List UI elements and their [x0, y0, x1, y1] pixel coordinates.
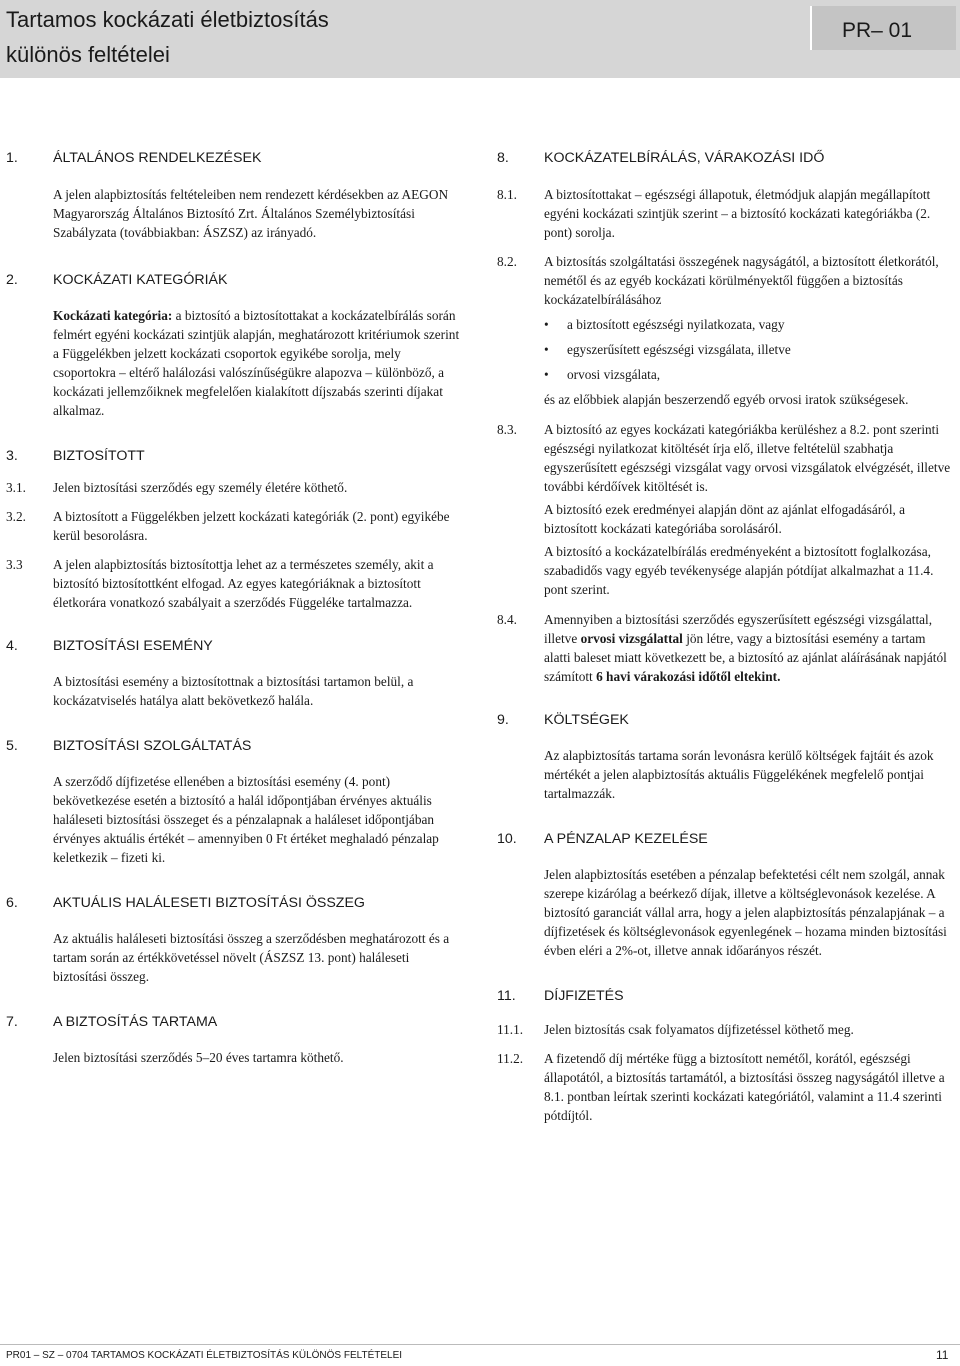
section-text: A szerződő díjfizetése ellenében a biztosítási esemény (4. pont) bekövetkezése esetén a biztosító a halál időpontjában érvényes aktuális haláleseti biztosítási összeget és a pénzalapnak a haláleset időpontjában érvényes aktuális értékét – amennyiben 0 Ft értéket meghaladó pénzalap keletkezik – fizeti ki.: [53, 774, 439, 865]
page-number: 11: [936, 1348, 949, 1362]
term-bold: Kockázati kategória:: [53, 308, 173, 323]
section-heading: 3. BIZTOSÍTOTT: [6, 448, 145, 464]
clause-8-2: 8.2. A biztosítás szolgáltatási összegének nagyságától, a biztosított életkorától, nemétől és az egyéb kockázati körülményektől függően a biztosítás kockázatelbírálásához • a biztosított egészségi nyilatkozata, vagy • egyszerűsített egészségi vizsgálata, illetve • orvosi vizsgálata, és az előbbiek alapján beszerzendő egyéb orvosi iratok szükségesek.: [497, 252, 952, 409]
clause-11-1: 11.1. Jelen biztosítás csak folyamatos díjfizetéssel köthető meg.: [497, 1022, 854, 1037]
section-heading: 4. BIZTOSÍTÁSI ESEMÉNY: [6, 638, 213, 654]
section-text: Kockázati kategória: a biztosító a biztosítottakat a kockázatelbírálás során felmért egyéni kockázati szintjük alapján, meghatározott kritériumok szerint a Függelékben jelzett kockázati csoportok egyikébe sorolja, mely csoportokra – eltérő halálozási valószínűségükre alapozva – különböző, a kockázati jellemzőiknek megfelelően kialakított díjszabás szerinti díjakat alkalmaz.: [53, 308, 460, 418]
section-text: Az alapbiztosítás tartama során levonásra kerülő költségek fajtáit és azok mértékét a jelen alapbiztosítás aktuális Függelékének megfelelő pontjai tartalmazzák.: [544, 748, 934, 801]
section-heading: 9. KÖLTSÉGEK: [497, 712, 629, 728]
section-1: [6, 146, 462, 242]
section-heading: 5. BIZTOSÍTÁSI SZOLGÁLTATÁS: [6, 738, 252, 754]
section-7: [6, 1010, 462, 1067]
clause-8-4: 8.4. Amennyiben a biztosítási szerződés egyszerűsített egészségi vizsgálattal, illetve orvosi vizsgálattal jön létre, vagy a biztosítási esemény a tartam alatti baleset miatt következett be, a biztosító az ajánlat aláírásának napjától számított 6 havi várakozási időtől eltekint.: [497, 612, 947, 684]
section-heading: 6. AKTUÁLIS HALÁLESETI BIZTOSÍTÁSI ÖSSZEG: [6, 895, 365, 911]
left-column: [6, 146, 462, 1067]
section-4: [6, 634, 462, 710]
section-heading: 7. A BIZTOSÍTÁS TARTAMA: [6, 1014, 218, 1030]
product-code: PR– 01: [842, 19, 913, 42]
section-8: [497, 146, 952, 686]
footer-text: PR01 – SZ – 0704 TARTAMOS KOCKÁZATI ÉLETBIZTOSÍTÁS KÜLÖNÖS FELTÉTELEI: [6, 1350, 403, 1361]
section-heading: 8. KOCKÁZATELBÍRÁLÁS, VÁRAKOZÁSI IDŐ: [497, 150, 825, 166]
document-title: [6, 2, 806, 72]
clause-11-2: 11.2. A fizetendő díj mértéke függ a biztosított nemétől, korától, egészségi állapotától, a biztosítás tartamától, a biztosítási összeg nagyságától illetve a 8.1. pontban leírtak szerinti kockázati kategóriától, valamint a 11.4 szerinti pótdíjtól.: [497, 1051, 945, 1123]
clause-8-1: 8.1. A biztosítottakat – egészségi állapotuk, életmódjuk alapján megállapított egyéni kockázati szintjük szerint – a biztosító kockázati kategóriákba (2. pont) sorolja.: [497, 187, 931, 240]
clause-3-3: 3.3 A jelen alapbiztosítás biztosítottja lehet az a természetes személy, akit a biztosító biztosítottként elfogad. Az egyes kategóriáknak a biztosított életkorára vonatkozó szabályait a szerződés Függeléke tartalmazza.: [6, 557, 434, 610]
section-text: Az aktuális haláleseti biztosítási összeg a szerződésben meghatározott és a tartam során az értékkövetéssel növelt (ÁSZSZ 13. pont) haláleseti biztosítási összeg.: [53, 931, 450, 984]
bullet-item: • egyszerűsített egészségi vizsgálata, illetve: [544, 342, 791, 357]
section-9: [497, 708, 952, 803]
product-code-box: [810, 6, 956, 50]
title-line-1: Tartamos kockázati életbiztosítás: [6, 7, 329, 32]
bullet-item: • orvosi vizsgálata,: [544, 367, 661, 382]
section-text: A jelen alapbiztosítás feltételeiben nem rendezett kérdésekben az AEGON Magyarország Általános Biztosító Zrt. Általános Személybiztosítási Szabályzata (továbbiakban: ÁSZSZ) az irányadó.: [53, 187, 449, 240]
section-heading: 11. DÍJFIZETÉS: [497, 988, 624, 1004]
section-heading: 1. ÁLTALÁNOS RENDELKEZÉSEK: [6, 150, 262, 166]
bullet-item: • a biztosított egészségi nyilatkozata, vagy: [544, 317, 785, 332]
section-heading: 10. A PÉNZALAP KEZELÉSE: [497, 831, 708, 847]
section-text: A biztosítási esemény a biztosítottnak a biztosítási tartamon belül, a kockázatviselés hatálya alatt bekövetkező halála.: [53, 674, 414, 708]
clause-8-3: 8.3. A biztosító az egyes kockázati kategóriákba kerüléshez a 8.2. pont szerinti egészségi nyilatkozat kitöltését írja elő, illetve feltételül szabhatja egyszerűsített egészségi vizsgálat vagy orvosi vizsgálatok elvégzését, illetve további kérdőívek kitöltését is. A biztosító ezek eredményei alapján dönt az ajánlat elfogadásáról, a biztosított kockázati kategóriába sorolásáról. A biztosító a kockázatelbírálás eredményeként a biztosított foglalkozása, szabadidős vagy egyéb tevékenysége alapján pótdíjat alkalmazhat a 11.4. pont szerint.: [497, 422, 951, 597]
section-heading: 2. KOCKÁZATI KATEGÓRIÁK: [6, 272, 228, 288]
section-11: [497, 984, 952, 1125]
footer-rule: [0, 1344, 960, 1345]
section-text: Jelen biztosítási szerződés 5–20 éves tartamra köthető.: [53, 1050, 344, 1065]
right-column: [497, 146, 952, 1125]
section-6: [6, 891, 462, 986]
section-5: [6, 734, 462, 867]
section-text: Jelen alapbiztosítás esetében a pénzalap befektetési célt nem szolgál, annak szerepe kizárólag a beérkező díjak, illetve a költséglevonások kezelése. A biztosító garanciát vállal arra, hogy a jelen alapbiztosítás pénzalapjának – a díjfizetések és költséglevonások egyenlegének – hozama minden biztosítási évben eléri a 2%-ot, illetve annak időarányos részét.: [544, 867, 947, 958]
section-3: [6, 444, 462, 612]
clause-3-2: 3.2. A biztosított a Függelékben jelzett kockázati kategóriák (2. pont) egyikébe kerül besorolásra.: [6, 509, 450, 543]
section-2: [6, 268, 462, 420]
section-10: [497, 827, 952, 960]
clause-3-1: 3.1. Jelen biztosítási szerződés egy személy életére köthető.: [6, 480, 348, 495]
title-line-2: különös feltételei: [6, 42, 170, 67]
